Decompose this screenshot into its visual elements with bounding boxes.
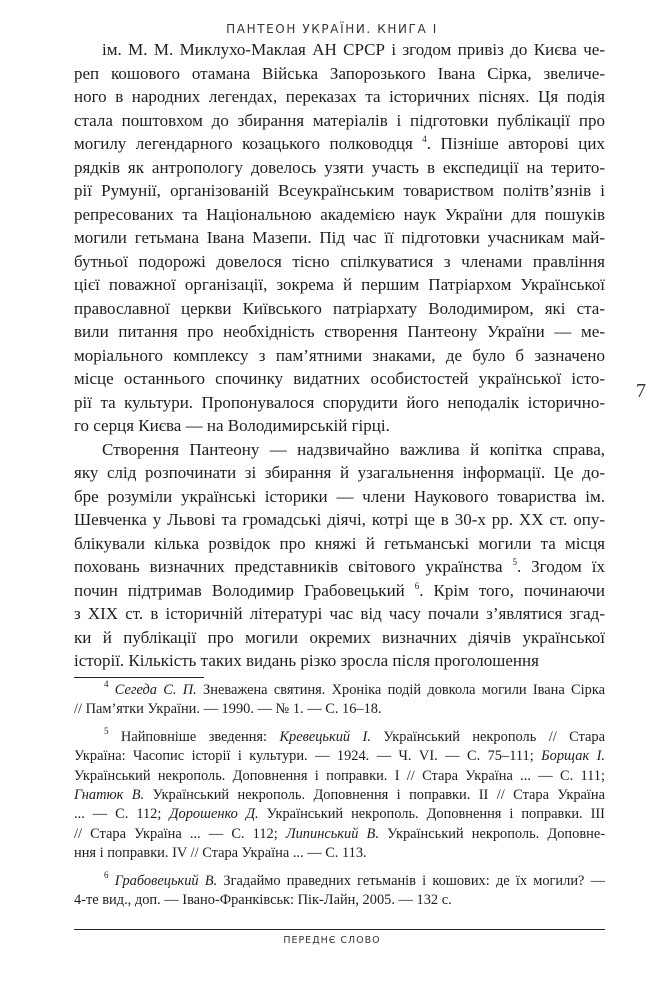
text-line <box>74 725 605 747</box>
text-segment: почин підтримав Володимир Грабовецький <box>74 580 415 600</box>
text-line <box>74 179 605 203</box>
footnote-ref: 4 <box>422 134 427 144</box>
text-line <box>74 626 605 650</box>
text-line <box>74 747 605 766</box>
footnote-ref: 5 <box>512 557 517 567</box>
text-segment: // Пам’ятки України. — 1990. — № 1. — С. 16–18. <box>74 701 382 718</box>
text-line <box>74 85 605 109</box>
text-line <box>74 203 605 227</box>
text-segment: // Стара Україна ... — С. 112; <box>74 825 286 842</box>
text-line <box>74 367 605 391</box>
text-segment: Згадаймо праведних гетьманів і кошових: де їх могили? — <box>217 872 605 889</box>
text-line <box>74 508 605 532</box>
author-name: Кревецький І. <box>279 728 371 745</box>
text-segment: поховань визначних представників світового українства <box>74 557 513 576</box>
text-segment: Створення Пантеону — надзвичайно важлива й копітка справа, <box>102 439 605 459</box>
text-line <box>74 844 605 863</box>
text-segment: з ХІХ ст. в історичній літературі час від часу почали з’являтися згад- <box>74 604 605 623</box>
text-segment: . Крім того, починаючи <box>419 580 605 600</box>
text-segment: блікували кілька розвідок про княжі й гетьманські могили та місця <box>74 533 605 553</box>
text-segment: ного в народних легендах, переказах та історичних піснях. Ця подія <box>74 87 605 106</box>
text-line <box>74 132 605 156</box>
text-line <box>74 62 605 86</box>
text-line <box>74 869 605 891</box>
text-line <box>74 649 605 673</box>
text-line <box>74 485 605 509</box>
text-segment: . Пізніше авторові цих <box>426 134 605 153</box>
text-line <box>74 700 605 719</box>
text-segment: Український некрополь. Доповне- <box>378 825 605 842</box>
text-segment: ім. М. М. Миклухо-Маклая АН СРСР і згодом привіз до Києва че- <box>102 40 605 59</box>
text-segment: го серця Києва — на Володимирській гірці. <box>74 416 390 435</box>
text-segment: реп кошового отамана Війська Запорозького Івана Сірка, звеличе- <box>74 63 605 83</box>
text-line <box>74 320 605 344</box>
bottom-rule <box>74 929 605 930</box>
text-segment: Український некрополь. Доповнення і поправки. ІІІ <box>258 806 605 823</box>
text-line <box>74 391 605 415</box>
paragraph <box>74 438 605 673</box>
text-segment: ння і поправки. IV // Стара Україна ... — С. 113. <box>74 845 367 862</box>
text-segment: Найповніше зведення: <box>108 728 280 745</box>
footnote-ref: 6 <box>414 580 420 591</box>
footnote-ref: 4 <box>104 679 109 689</box>
text-line <box>74 681 605 700</box>
text-segment: бутньої подорожі довелося тісно спілкуватися з членами правління <box>74 251 605 271</box>
footnote <box>74 725 606 864</box>
text-segment: Український некрополь. Доповнення і поправки. І // Стара Україна ... — С. 111; <box>74 767 605 784</box>
text-segment: ... — С. 112; <box>74 806 170 823</box>
text-segment: православної церкви Київського патріархату Володимиром, які ста- <box>74 298 605 318</box>
text-segment: яку слід розпочинати зі збирання й узагальнення інформації. Це до- <box>74 463 605 482</box>
text-line <box>74 250 605 274</box>
footnote <box>74 869 605 911</box>
footnote-ref: 5 <box>104 725 109 736</box>
footnote-ref: 6 <box>104 869 109 880</box>
text-line <box>74 767 605 786</box>
text-line <box>74 109 605 133</box>
running-head: ПАНТЕОН УКРАЇНИ. КНИГА І <box>226 22 438 36</box>
author-name: Сегеда С. П. <box>108 682 197 698</box>
text-line <box>74 297 605 321</box>
text-line <box>74 891 605 910</box>
text-segment: . Згодом їх <box>516 557 605 576</box>
text-segment: могили гетьмана Івана Мазепи. Під час її підготовки учасникам май- <box>74 228 605 247</box>
text-line <box>74 226 605 250</box>
text-segment: рії та культури. Пропонувалося спорудити його неподалік історично- <box>74 392 605 412</box>
author-name: Борщак І. <box>541 748 606 765</box>
text-line <box>74 461 605 485</box>
text-segment: репресованих та Національною академією наук України для пошуків <box>74 204 605 224</box>
text-segment: моріального комплексу з пам’ятними знаками, де було б зазначено <box>74 345 605 365</box>
text-line <box>74 273 605 297</box>
text-segment: ки й публікації про могили окремих визначних діячів української <box>74 627 605 647</box>
text-segment: Україна: Часопис історії і культури. — 1924. — Ч. VI. — С. 75–111; <box>74 748 542 765</box>
text-segment: 4-те вид., доп. — Івано-Франківськ: Пік-Лайн, 2005. — 132 с. <box>74 891 452 908</box>
text-segment: бре розуміли українські історики — члени Наукового товариства ім. <box>74 486 605 506</box>
running-foot: ПЕРЕДНЄ СЛОВО <box>283 935 381 946</box>
text-segment: цієї поважної організації, зокрема й першим Патріархом Української <box>74 275 605 294</box>
text-line <box>74 602 605 626</box>
text-segment: історії. Кількість таких видань різко зросла після проголошення <box>74 651 539 670</box>
text-line <box>74 805 605 824</box>
text-segment: Український некрополь. Доповнення і поправки. ІІ // Стара Україна <box>144 786 605 803</box>
text-segment: стала поштовхом до збирання матеріалів і підготовки публікації про <box>74 110 605 130</box>
text-segment: рядків як антропологу довелось узяти участь в експедиції на терито- <box>74 157 605 177</box>
text-line <box>74 156 605 180</box>
author-name: Дорошенко Д. <box>169 806 259 823</box>
footnotes <box>74 681 605 918</box>
text-line <box>74 344 605 368</box>
text-segment: місце останнього спочинку видатних особистостей української істо- <box>74 369 605 388</box>
text-line <box>74 532 605 556</box>
text-segment: вили питання про необхідність створення Пантеону України — ме- <box>74 322 605 341</box>
text-line <box>74 38 605 62</box>
text-line <box>74 414 605 438</box>
text-segment: Шевченка у Львові та громадські діячі, котрі ще в 30-х рр. ХХ ст. опу- <box>74 510 605 529</box>
author-name: Гнатюк В. <box>74 786 145 803</box>
text-segment: Зневажена святиня. Хроніка подій довкола могили Івана Сірка <box>196 682 605 698</box>
text-segment: могилу легендарного козацького полководця <box>74 134 423 153</box>
text-segment: рії Румунії, організованій Всеукраїнським товариством політв’язнів і <box>74 181 605 200</box>
text-line <box>74 579 605 603</box>
footnote-separator <box>74 677 204 678</box>
text-line <box>74 438 605 462</box>
body-text <box>74 38 605 673</box>
page-number: 7 <box>636 380 646 402</box>
text-line <box>74 555 605 579</box>
text-line <box>74 825 605 844</box>
paragraph <box>74 38 605 438</box>
footnote <box>74 681 605 720</box>
text-segment: Український некрополь // Стара <box>370 728 605 745</box>
author-name: Грабовецький В. <box>108 872 218 889</box>
author-name: Липинський В. <box>285 825 379 842</box>
text-line <box>74 786 605 805</box>
